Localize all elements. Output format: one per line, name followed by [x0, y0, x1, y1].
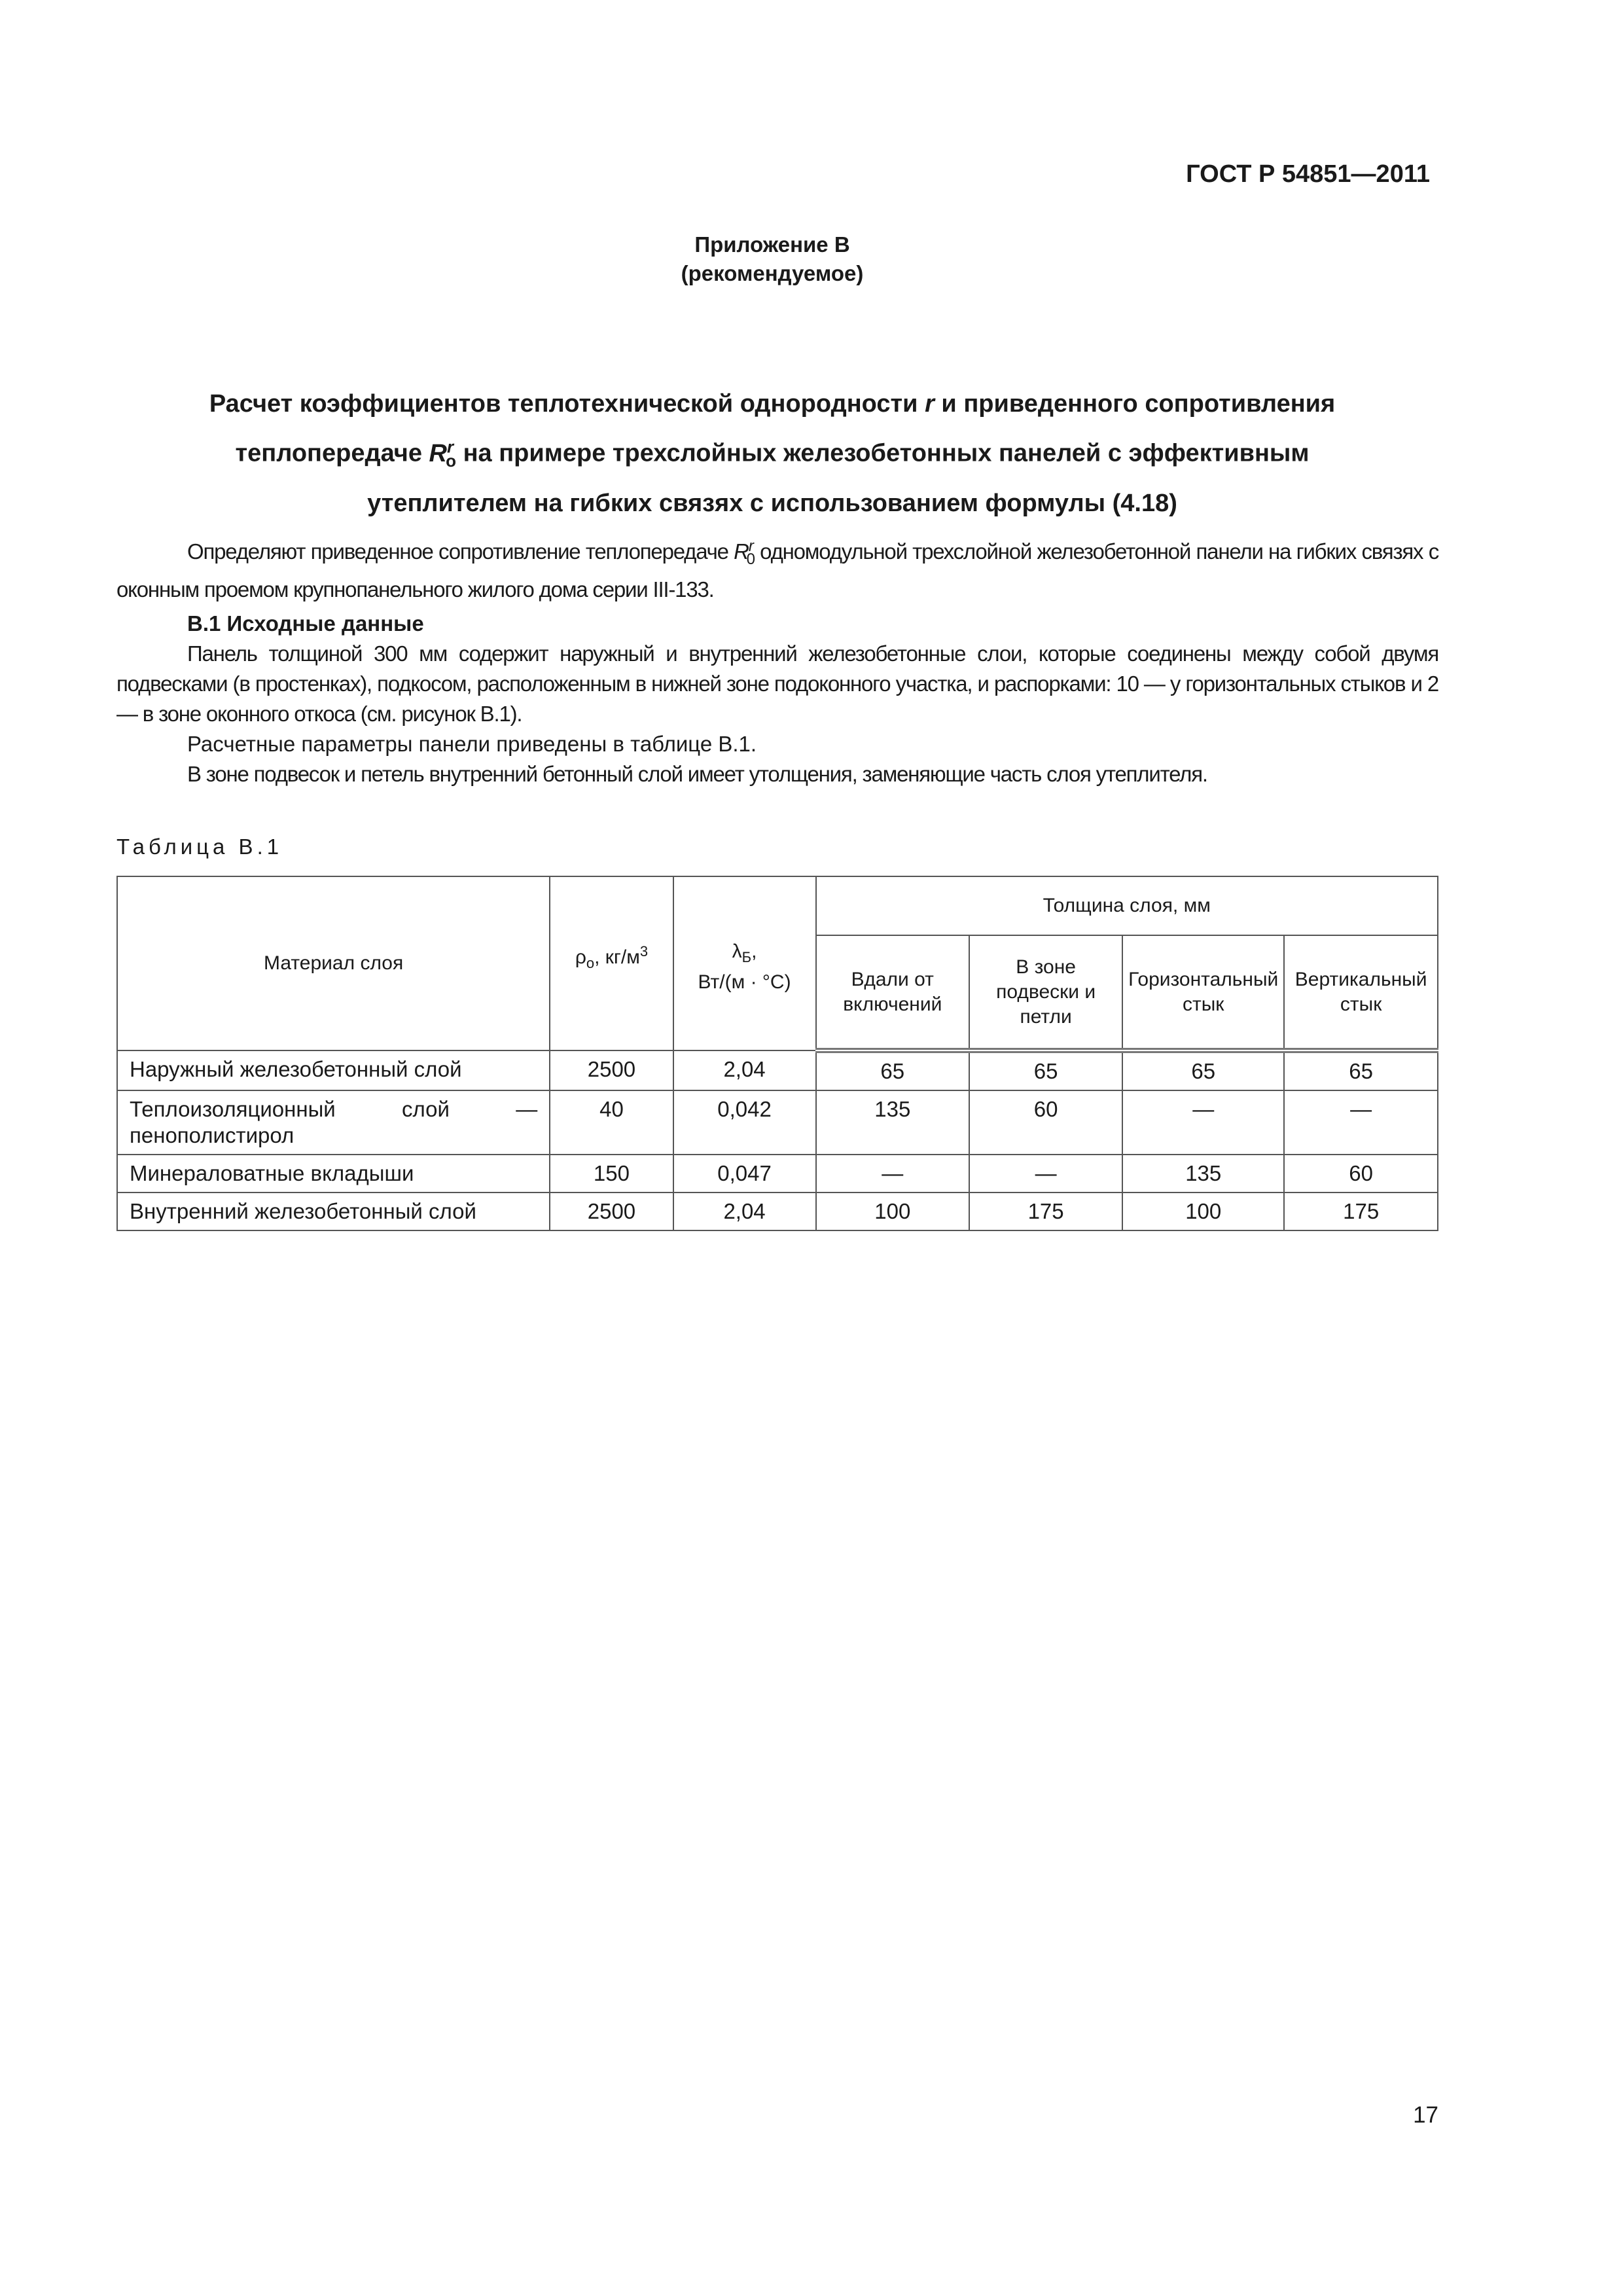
standard-code: ГОСТ Р 54851—2011 [1186, 160, 1430, 188]
section-paragraph-3: В зоне подвесок и петель внутренний бетонный слой имеет утолщения, заменяющие часть слоя утеплителя. [187, 761, 1207, 786]
header-far-from-inclusions: Вдали от включений [816, 935, 970, 1050]
table-row: Наружный железобетонный слой 2500 2,04 65 65 65 65 [117, 1050, 1438, 1090]
symbol-R-o-r: $R^r_о$ [429, 437, 457, 471]
table-caption: Таблица В.1 [116, 834, 283, 859]
header-suspension-zone: В зоне подвески и петли [969, 935, 1122, 1050]
document-title [131, 383, 1414, 525]
header-density: $\rho_о$, $кг/м^3$ [550, 876, 673, 1050]
header-conductivity: $\lambda_Б$, Вт/(м · °С) [673, 876, 816, 1050]
title-line-2: теплопередаче $R^r_о$ на примере трехслойных железобетонных панелей с эффективным [235, 437, 1310, 471]
header-thickness: Толщина слоя, мм [816, 876, 1438, 935]
symbol-r: r [925, 390, 935, 418]
section-heading: В.1 Исходные данные [187, 611, 424, 636]
table-row: Теплоизоляционный слой — пенополистирол 40 0,042 135 60 — — [117, 1090, 1438, 1155]
symbol-R-0-r: $R^r_0$ [734, 537, 755, 568]
parameters-table [116, 876, 1438, 1231]
header-vertical-joint: Вертикальный стык [1284, 935, 1438, 1050]
document-body [116, 531, 1438, 789]
annex-type: (рекомендуемое) [681, 261, 864, 285]
table-row: Минераловатные вкладыши 150 0,047 — — 135 60 [117, 1155, 1438, 1193]
header-horizontal-joint: Горизонтальный стык [1122, 935, 1284, 1050]
section-paragraph-2: Расчетные параметры панели приведены в таблице В.1. [187, 731, 757, 756]
intro-paragraph: Определяют приведенное сопротивление теплопередаче $R^r_0$ одномодульной трехслойной железобетонной панели на гибких связях с оконным проемом крупнопанельного жилого дома серии III-133. [116, 537, 1439, 601]
title-line-3: утеплителем на гибких связях с использованием формулы (4.18) [367, 490, 1177, 518]
title-line-1: Расчет коэффициентов теплотехнической однородности r и приведенного сопротивления [209, 390, 1336, 418]
header-material: Материал слоя [117, 876, 550, 1050]
page-number: 17 [1413, 2102, 1438, 2128]
annex-title: Приложение В [694, 232, 850, 257]
annex-heading [0, 230, 1544, 288]
table-row: Внутренний железобетонный слой 2500 2,04 100 175 100 175 [117, 1193, 1438, 1230]
section-paragraph-1: Панель толщиной 300 мм содержит наружный и внутренний железобетонные слои, которые соединены между собой двумя подвесками (в простенках), подкосом, расположенным в нижней зоне подоконного участка, и распорками: 10 — у горизонтальных стыков и 2 — в зоне оконного откоса (см. рисунок В.1). [116, 641, 1438, 726]
